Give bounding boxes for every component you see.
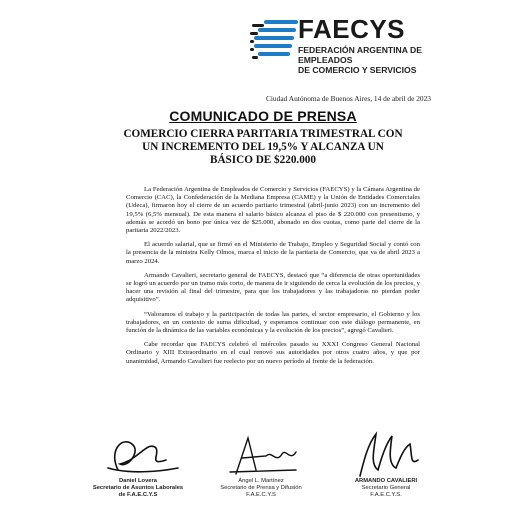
logo-subtitle-line2: DE COMERCIO Y SERVICIOS [298,65,417,75]
signer-role: Secretario de Prensa y Difusión [220,484,302,491]
signer-role: Secretario de Asuntos Laborales [92,484,184,491]
signature-block-martinez [196,430,326,498]
handwritten-signature-lovera [78,430,198,478]
handwritten-signature-martinez [196,430,326,478]
document-headline: COMERCIO CIERRA PARITARIA TRIMESTRAL CON UN INCREMENTO DEL 19,5% Y ALCANZA UN BÁSICO DE $220.000 [123,128,403,166]
logo-name: FAECYS [298,14,406,44]
handwritten-signature-cavalieri [326,430,446,478]
faecys-logo [250,12,480,75]
paragraph-3: Armando Cavalieri, secretario general de FAECYS, destacó que “a diferencia de otras oportunidades se logró un acuerdo por un tramo más corto, de manera de ir siguiendo de cerca la evolución de los precios, y hacer una revisión al final del trimestre, para que los trabajadores y las trabajadoras no pierdan poder adquisitivo”. [126,271,420,304]
signer-name: Daniel Lovera [118,478,158,484]
paragraph-2: El acuerdo salarial, que se firmó en el Ministerio de Trabajo, Empleo y Seguridad Social y contó con la presencia de la ministra Kelly Olmos, marca el inicio de la paritaria de Comercio, que va de abril 2023 a marzo 2024. [126,241,420,265]
signature-block-lovera [78,430,198,498]
document-title: COMUNICADO DE PRENSA [169,108,357,124]
paragraph-5: Cabe recordar que FAECYS celebró el miércoles pasado su XXXI Congreso General Nacional Ordinario y XIII Extraordinario en el cual renovó sus autoridades por otros cuatro años, y que por unanimidad, Armando Cavalieri fue reelecto por un nuevo período al frente de la federación. [126,341,420,365]
paragraph-4: “Valoramos el trabajo y la participación de todas las partes, el sector empresario, el Gobierno y los trabajadores, en un contexto de suma dificultad, y esperamos continuar con este diálogo permanente, en función de la dinámica de las variables económicas y la evolución de los precios”, agregó Cavalieri. [126,310,420,335]
signer-org: F.A.E.C.Y.S. [370,491,402,498]
logo-subtitle [298,45,478,75]
signature-block-cavalieri [326,430,446,498]
paragraph-1: La Federación Argentina de Empleados de Comercio y Servicios (FAECYS) y la Cámara Argentina de Comercio (CAC), la Confederación de la Mediana Empresa (CAME) y la Unión de Entidades Comerciales (Udeca), firmaron hoy el cierre de un acuerdo paritario trimestral (abril-junio 2023) con un incremento del 19,5% (6,5% mensual). De esta manera el salario básico alcanza el piso de $ 220.000 con presentismo, y además se acordó un bono por única vez de $25.000, abonado en dos cuotas, como parte del cierre de la paritaria 2022/2023. [126,186,420,235]
signer-name: Ángel L. Martínez [238,478,284,484]
faecys-emblem-icon [250,18,300,62]
place-date: Ciudad Autónoma de Buenos Aires, 14 de abril de 2023 [265,94,431,103]
signer-org: F.A.E.C.Y.S [246,491,276,498]
signer-name: ARMANDO CAVALIERI [354,478,418,484]
logo-subtitle-line1: FEDERACIÓN ARGENTINA DE EMPLEADOS [298,45,422,65]
document-body [126,186,420,372]
signer-org: de F.A.E.C.Y.S [118,491,158,498]
signer-role: Secretario General [361,484,411,491]
